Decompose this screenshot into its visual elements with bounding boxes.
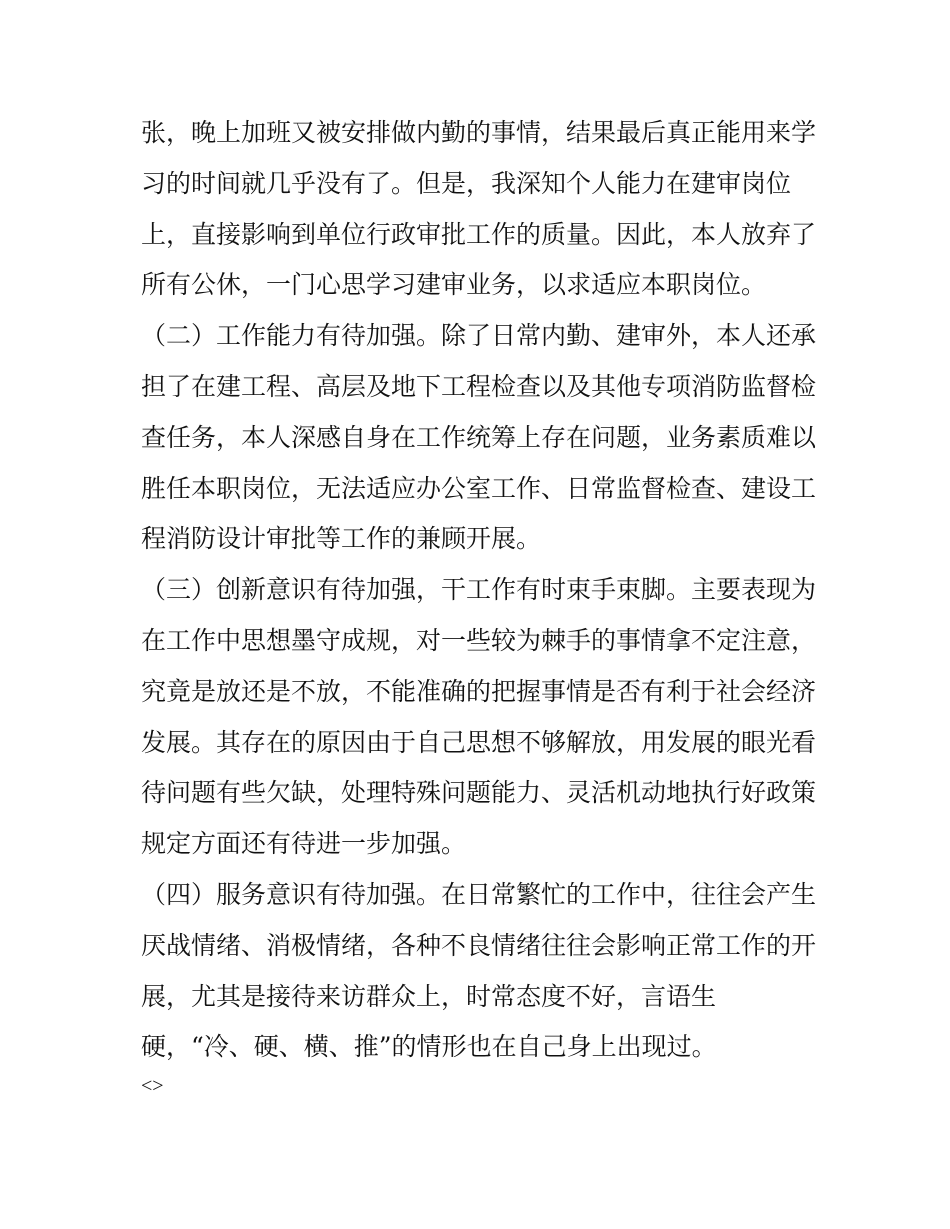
text-line: 展，尤其是接待来访群众上，时常态度不好，言语生: [141, 981, 717, 1011]
text-line: （二）工作能力有待加强。除了日常内勤、建审外，本人还承: [141, 321, 817, 351]
text-line: 胜任本职岗位，无法适应办公室工作、日常监督检查、建设工: [141, 473, 817, 503]
text-line: 发展。其存在的原因由于自己思想不够解放，用发展的眼光看: [141, 727, 817, 757]
text-line: 厌战情绪、消极情绪，各种不良情绪往往会影响正常工作的开: [141, 930, 817, 960]
text-line: （三）创新意识有待加强，干工作有时束手束脚。主要表现为: [141, 575, 817, 605]
text-line: 待问题有些欠缺，处理特殊问题能力、灵活机动地执行好政策: [141, 778, 817, 808]
text-line: 查任务，本人深感自身在工作统筹上存在问题，业务素质难以: [141, 422, 817, 452]
text-line: 担了在建工程、高层及地下工程检查以及其他专项消防监督检: [141, 371, 817, 401]
document-body: [141, 108, 821, 1073]
text-line: 习的时间就几乎没有了。但是，我深知个人能力在建审岗位: [141, 168, 792, 198]
text-line: 程消防设计审批等工作的兼顾开展。: [141, 524, 542, 554]
text-line: 规定方面还有待进一步加强。: [141, 829, 467, 859]
text-line: 所有公休，一门心思学习建审业务，以求适应本职岗位。: [141, 270, 767, 300]
end-marker: <>: [141, 1075, 164, 1097]
text-line: 在工作中思想墨守成规，对一些较为棘手的事情拿不定注意，: [141, 625, 817, 655]
text-line: （四）服务意识有待加强。在日常繁忙的工作中，往往会产生: [141, 879, 817, 909]
text-line: 上，直接影响到单位行政审批工作的质量。因此，本人放弃了: [141, 219, 817, 249]
text-line: 究竟是放还是不放，不能准确的把握事情是否有利于社会经济: [141, 676, 817, 706]
text-line: 硬，“冷、硬、横、推”的情形也在自己身上出现过。: [141, 1032, 717, 1062]
text-line: 张，晚上加班又被安排做内勤的事情，结果最后真正能用来学: [141, 118, 817, 147]
